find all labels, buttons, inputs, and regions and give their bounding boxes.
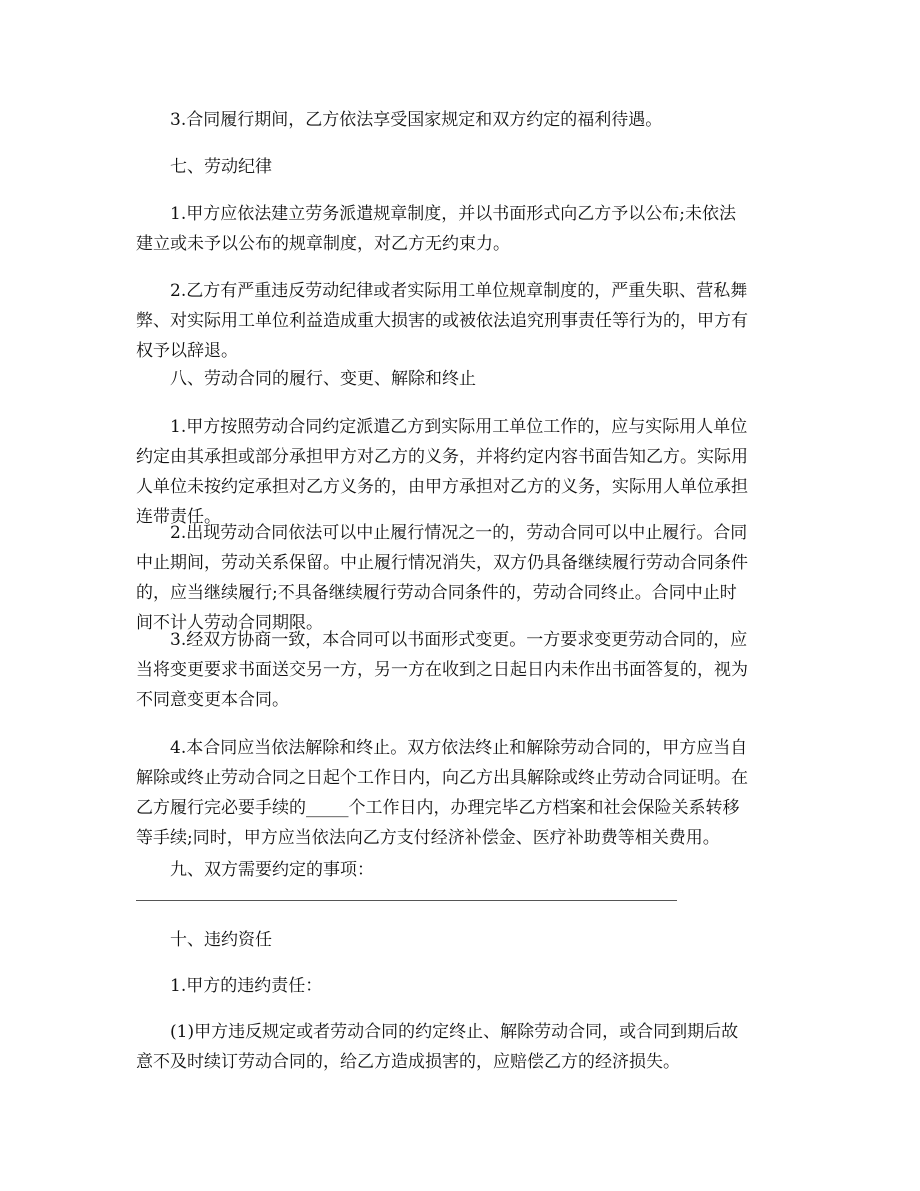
paragraph-termination (136, 733, 786, 853)
text-line: 2.出现劳动合同依法可以中止履行情况之一的，劳动合同可以中止履行。合同 (170, 523, 748, 543)
paragraph-suspension (136, 518, 786, 638)
paragraph-modification (136, 625, 786, 715)
paragraph-welfare (136, 105, 786, 135)
text-line: 等手续;同时，甲方应当依法向乙方支付经济补偿金、医疗补助费等相关费用。 (136, 828, 720, 848)
text-line: 2.乙方有严重违反劳动纪律或者实际用工单位规章制度的，严重失职、营私舞 (170, 281, 748, 301)
text-line: 当将变更要求书面送交另一方，另一方在收到之日起日内未作出书面答复的，视为 (136, 660, 748, 680)
heading-contract-performance (136, 364, 786, 394)
paragraph-compensation (136, 1017, 786, 1077)
text-line: 乙方履行完必要手续的_____个工作日内，办理完毕乙方档案和社会保险关系转移 (136, 798, 740, 818)
paragraph-dismissal (136, 276, 786, 366)
text-line: 中止期间，劳动关系保留。中止履行情况消失，双方仍具备继续履行劳动合同条件 (136, 553, 748, 573)
text-line: 3.经双方协商一致，本合同可以书面形式变更。一方要求变更劳动合同的，应 (170, 630, 748, 650)
paragraph-dispatch (136, 412, 786, 532)
section-heading: 九、双方需要约定的事项： (170, 860, 374, 880)
heading-breach-liability (136, 925, 786, 955)
text-line: 不同意变更本合同。 (136, 690, 289, 710)
text-line: 1.甲方按照劳动合同约定派遣乙方到实际用工单位工作的，应与实际用人单位 (170, 417, 748, 437)
text-line: 间不计人劳动合同期限。 (136, 613, 323, 633)
heading-agreed-matters (136, 855, 786, 885)
text-line: 人单位未按约定承担对乙方义务的，由甲方承担对乙方的义务，实际用人单位承担 (136, 477, 748, 497)
text-line: 意不及时续订劳动合同的，给乙方造成损害的，应赔偿乙方的经济损失。 (136, 1052, 680, 1072)
text-line: 4.本合同应当依法解除和终止。双方依法终止和解除劳动合同的，甲方应当自 (170, 738, 748, 758)
text-line: 约定由其承担或部分承担甲方对乙方的义务，并将约定内容书面告知乙方。实际用 (136, 447, 748, 467)
text-line: 解除或终止劳动合同之日起个工作日内，向乙方出具解除或终止劳动合同证明。在 (136, 768, 748, 788)
text-line: 3.合同履行期间，乙方依法享受国家规定和双方约定的福利待遇。 (170, 110, 663, 130)
fill-in-line (136, 900, 677, 901)
section-heading: 八、劳动合同的履行、变更、解除和终止 (170, 369, 476, 389)
text-line: 权予以辞退。 (136, 341, 238, 361)
section-heading: 十、违约资任 (170, 930, 272, 950)
text-line: 1.甲方应依法建立劳务派遣规章制度，并以书面形式向乙方予以公布;未依法 (170, 204, 736, 224)
text-line: 的，应当继续履行;不具备继续履行劳动合同条件的，劳动合同终止。合同中止时 (136, 583, 737, 603)
text-line: (1)甲方违反规定或者劳动合同的约定终止、解除劳动合同，或合同到期后故 (170, 1022, 739, 1042)
text-line: 1.甲方的违约责任： (170, 976, 323, 996)
paragraph-rules (136, 199, 786, 259)
text-line: 连带责任。 (136, 507, 221, 527)
section-heading: 七、劳动纪律 (170, 157, 272, 177)
text-line: 弊、对实际用工单位利益造成重大损害的或被依法追究刑事责任等行为的，甲方有 (136, 311, 748, 331)
heading-labor-discipline (136, 152, 786, 182)
text-line: 建立或未予以公布的规章制度，对乙方无约束力。 (136, 234, 510, 254)
paragraph-party-a-liability (136, 971, 786, 1001)
